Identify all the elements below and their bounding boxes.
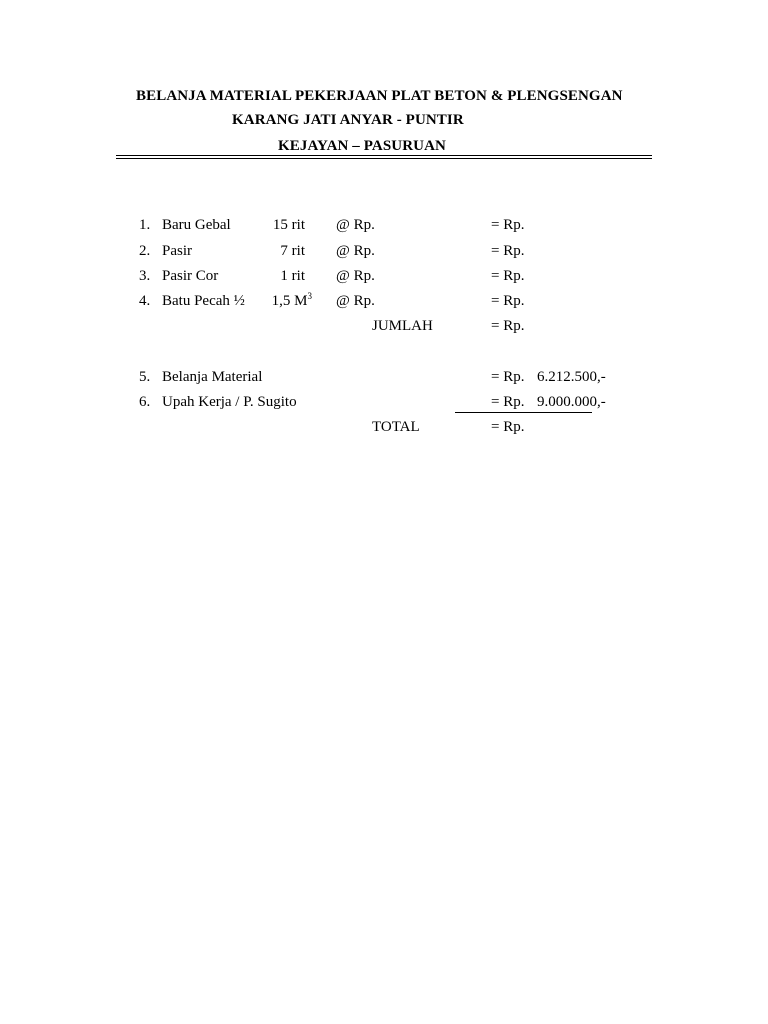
item-name: Pasir xyxy=(162,243,192,259)
item-subtotal: = Rp. xyxy=(491,293,525,309)
jumlah-label: JUMLAH xyxy=(372,318,433,334)
item-unit-price: @ Rp. xyxy=(336,217,375,233)
item-quantity-value: 1,5 M xyxy=(271,293,308,309)
item-subtotal: = Rp. xyxy=(491,268,525,284)
total-label: TOTAL xyxy=(372,419,420,435)
header-rule-bottom xyxy=(116,158,652,159)
item-unit-price: @ Rp. xyxy=(336,243,375,259)
item-quantity xyxy=(252,293,312,310)
item-quantity: 15 rit xyxy=(272,217,305,233)
item-name: Baru Gebal xyxy=(162,217,231,233)
item-quantity: 1 rit xyxy=(280,268,305,284)
summary-amount: 9.000.000,- xyxy=(537,394,606,410)
summary-name: Upah Kerja / P. Sugito xyxy=(162,394,297,410)
summary-number: 6. xyxy=(139,394,151,410)
item-number: 1. xyxy=(139,217,151,233)
document-title: BELANJA MATERIAL PEKERJAAN PLAT BETON & PLENGSENGAN xyxy=(136,88,623,104)
summary-amount: 6.212.500,- xyxy=(537,369,606,385)
header-rule-top xyxy=(116,155,652,156)
item-unit-price: @ Rp. xyxy=(336,293,375,309)
item-quantity-exponent: 3 xyxy=(307,291,312,301)
item-subtotal: = Rp. xyxy=(491,217,525,233)
summary-number: 5. xyxy=(139,369,151,385)
item-number: 2. xyxy=(139,243,151,259)
sum-underline xyxy=(455,412,592,413)
item-number: 4. xyxy=(139,293,151,309)
summary-name: Belanja Material xyxy=(162,369,263,385)
item-quantity: 7 rit xyxy=(280,243,305,259)
total-value: = Rp. xyxy=(491,419,525,435)
jumlah-value: = Rp. xyxy=(491,318,525,334)
item-subtotal: = Rp. xyxy=(491,243,525,259)
item-unit-price: @ Rp. xyxy=(336,268,375,284)
item-name: Pasir Cor xyxy=(162,268,219,284)
document-subtitle-region: KEJAYAN – PASURUAN xyxy=(278,138,446,154)
item-name: Batu Pecah ½ xyxy=(162,293,245,309)
summary-currency: = Rp. xyxy=(491,394,525,410)
item-number: 3. xyxy=(139,268,151,284)
document-subtitle-location: KARANG JATI ANYAR - PUNTIR xyxy=(232,112,464,128)
summary-currency: = Rp. xyxy=(491,369,525,385)
